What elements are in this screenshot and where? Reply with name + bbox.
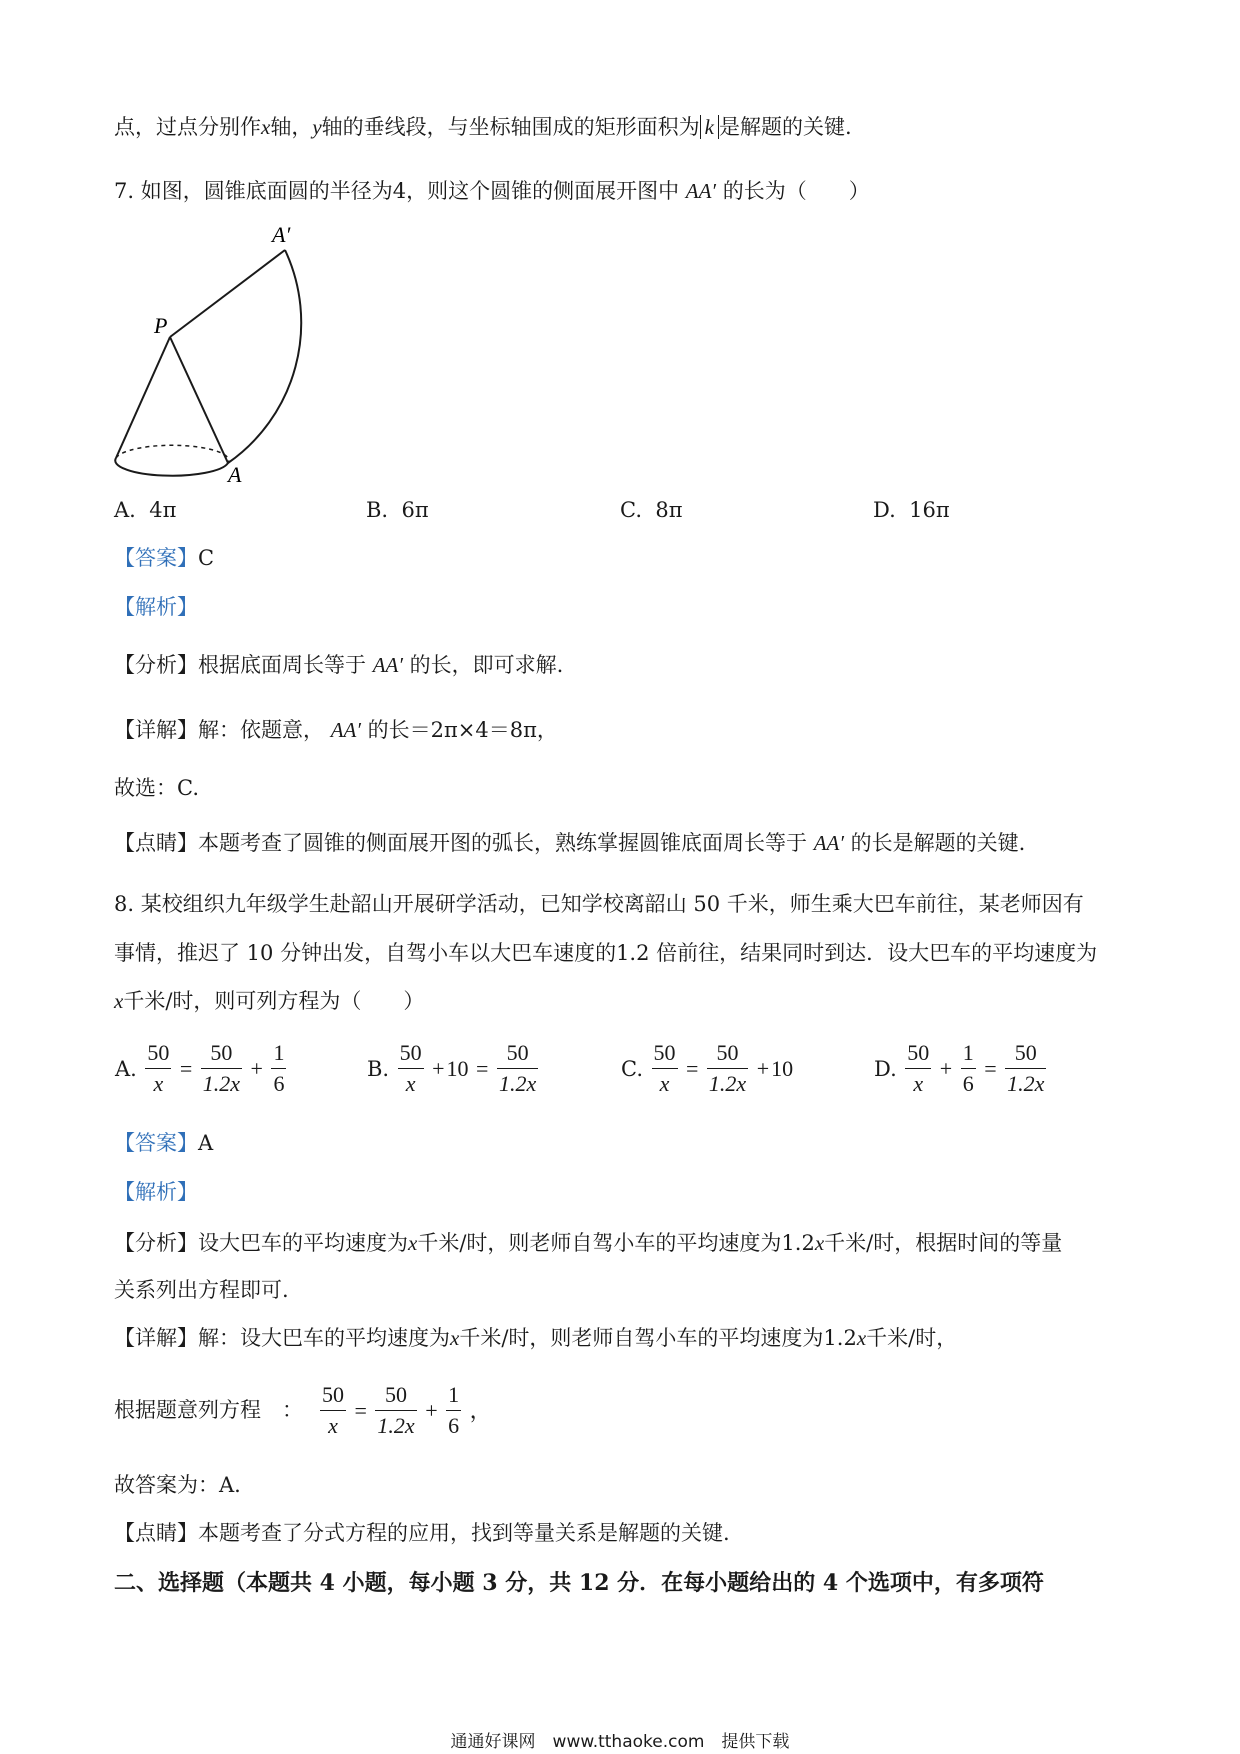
math-x: x <box>856 1326 867 1350</box>
equals-sign: = <box>179 1055 193 1081</box>
fraction <box>652 1038 678 1099</box>
q8-xiangjie <box>114 1323 957 1353</box>
text-span: 根据题意列方程 ： <box>114 1398 303 1422</box>
xiangjie-tag: 【详解】 <box>114 718 198 742</box>
equals-sign: = <box>354 1397 367 1423</box>
text-span: 7. 如图，圆锥底面圆的半径为4，则这个圆锥的侧面展开图中 <box>114 179 680 203</box>
numerator: 1 <box>961 1038 976 1069</box>
text-span: 关系列出方程即可. <box>114 1278 289 1302</box>
plus-sign: + <box>432 1055 445 1081</box>
text-span: 千米/时，则老师自驾小车的平均速度为1.2 <box>417 1231 815 1255</box>
equals-sign: = <box>476 1055 489 1081</box>
q7-dianjing <box>114 828 1025 858</box>
q7-option-c <box>620 495 683 525</box>
q7-stem <box>114 176 870 206</box>
text-span: 千米/时，根据时间的等量 <box>824 1231 1063 1255</box>
text-span: 事情，推迟了 10 分钟出发，自驾小车以大巴车速度的1.2 倍前往，结果同时到达．设大巴车的平均速度为 <box>114 941 1098 965</box>
q7-answer <box>114 543 214 573</box>
answer-value: A <box>198 1131 214 1155</box>
dianjing-tag: 【点睛】 <box>114 831 198 855</box>
equals-sign: = <box>686 1055 699 1081</box>
math-y: y <box>312 115 322 139</box>
q8-fenxi-line-2 <box>114 1275 289 1305</box>
math-x: x <box>814 1231 825 1255</box>
fraction <box>707 1038 748 1099</box>
text-span: 故选：C. <box>114 776 199 800</box>
q7-option-d <box>873 495 950 525</box>
q7-xiangjie <box>114 715 558 745</box>
math-x: x <box>450 1326 460 1350</box>
denominator: x <box>328 1413 338 1438</box>
option-value: 6π <box>401 498 429 522</box>
sector-arc <box>228 250 301 463</box>
analysis-tag: 【解析】 <box>114 1180 198 1204</box>
denominator: 1.2x <box>1007 1071 1045 1096</box>
fraction <box>375 1380 416 1441</box>
numerator: 50 <box>398 1038 424 1069</box>
q7-choice <box>114 773 199 803</box>
q8-choice <box>114 1470 241 1500</box>
denominator: 6 <box>273 1071 285 1096</box>
label-p: P <box>154 313 168 338</box>
numerator: 50 <box>145 1038 171 1069</box>
q8-stem-line-1 <box>114 889 1084 919</box>
numerator: 50 <box>320 1380 346 1411</box>
text-span: 故答案为：A. <box>114 1473 241 1497</box>
text-span: 二、选择题（本题共 4 小题，每小题 3 分，共 12 分．在每小题给出的 4 个选项中，有多项符 <box>114 1570 1044 1596</box>
q7-option-a <box>114 495 176 525</box>
math-x: x <box>408 1231 418 1255</box>
text-span: 的长是解题的关键. <box>850 831 1026 855</box>
text-span: 根据底面周长等于 <box>198 653 366 677</box>
numerator: 50 <box>497 1038 538 1069</box>
numerator: 50 <box>375 1380 416 1411</box>
answer-value: C <box>198 546 215 570</box>
text-span: 轴的垂线段，与坐标轴围成的矩形面积为 <box>321 115 700 139</box>
footer-text: 通通好课网 www.tthaoke.com 提供下载 <box>450 1732 790 1752</box>
denominator: 1.2x <box>377 1413 415 1438</box>
base-ellipse-front <box>115 458 228 476</box>
option-value: 8π <box>655 498 683 522</box>
xiangjie-tag: 【详解】 <box>114 1326 198 1350</box>
q8-equation <box>318 1380 493 1441</box>
text-span: 解：依题意， <box>198 718 324 742</box>
q8-option-a <box>114 1038 288 1099</box>
math-aa-prime: AA′ <box>372 653 403 677</box>
option-letter: C. <box>621 1056 643 1081</box>
q7-analysis-tag <box>114 592 198 622</box>
plus-sign: + <box>939 1055 953 1081</box>
numerator: 1 <box>271 1038 286 1069</box>
text-span: 设大巴车的平均速度为 <box>198 1231 408 1255</box>
text-span: 本题考查了圆锥的侧面展开图的弧长，熟练掌握圆锥底面周长等于 <box>198 831 807 855</box>
fenxi-tag: 【分析】 <box>114 653 198 677</box>
plus-sign: + <box>756 1055 770 1081</box>
denominator: 1.2x <box>202 1071 241 1096</box>
fraction <box>145 1038 171 1099</box>
slant-edge-right <box>170 337 228 463</box>
math-abs-k: k <box>700 115 719 139</box>
fraction <box>320 1380 346 1441</box>
denominator: x <box>153 1071 164 1096</box>
numerator: 50 <box>652 1038 678 1069</box>
option-letter: B. <box>366 498 389 522</box>
math-x: x <box>114 989 124 1013</box>
denominator: 1.2x <box>708 1071 747 1096</box>
option-letter: D. <box>873 498 896 522</box>
section-2-heading <box>114 1568 1044 1598</box>
constant: 10 <box>771 1055 794 1081</box>
q8-answer <box>114 1128 213 1158</box>
answer-tag: 【答案】 <box>114 546 198 570</box>
fraction <box>961 1038 976 1099</box>
denominator: 6 <box>448 1413 460 1438</box>
option-letter: A. <box>114 498 136 522</box>
fraction <box>497 1038 538 1099</box>
q8-equation-label <box>114 1395 303 1425</box>
math-aa-prime: AA′ <box>813 831 844 855</box>
numerator: 50 <box>905 1038 931 1069</box>
option-value: 4π <box>149 498 177 522</box>
text-span: 8. 某校组织九年级学生赴韶山开展研学活动，已知学校离韶山 50 千米，师生乘大巴车前往，某老师因有 <box>114 892 1084 916</box>
fraction <box>201 1038 242 1099</box>
q8-dianjing <box>114 1518 730 1548</box>
base-ellipse-back <box>116 445 229 463</box>
fraction <box>446 1380 461 1441</box>
fenxi-tag: 【分析】 <box>114 1231 198 1255</box>
plus-sign: + <box>250 1055 263 1081</box>
top-text-line <box>114 112 852 142</box>
math-aa-prime: AA′ <box>330 718 361 742</box>
q8-stem-line-2 <box>114 938 1097 968</box>
math-aa-prime: AA′ <box>685 179 717 203</box>
option-letter: C. <box>620 498 642 522</box>
q7-option-b <box>366 495 429 525</box>
slant-edge-left <box>116 337 170 458</box>
fraction <box>905 1038 931 1099</box>
numerator: 50 <box>1005 1038 1046 1069</box>
text-span: 千米/时，则可列方程为（ ） <box>123 989 425 1013</box>
numerator: 50 <box>201 1038 242 1069</box>
text-span: 的长为（ ） <box>722 179 870 203</box>
denominator: x <box>659 1071 670 1096</box>
text-span: 解：设大巴车的平均速度为 <box>198 1326 450 1350</box>
option-letter: A. <box>115 1056 137 1081</box>
text-span: 的长，即可求解. <box>409 653 564 677</box>
numerator: 1 <box>446 1380 461 1411</box>
numerator: 50 <box>707 1038 748 1069</box>
text-span: 千米/时，则老师自驾小车的平均速度为1.2 <box>459 1326 857 1350</box>
q8-option-d <box>873 1038 1048 1099</box>
q8-analysis-tag <box>114 1177 198 1207</box>
equals-sign: = <box>984 1055 997 1081</box>
q8-fenxi-line-1 <box>114 1228 1062 1258</box>
fraction <box>398 1038 424 1099</box>
denominator: x <box>913 1071 924 1096</box>
denominator: x <box>405 1071 416 1096</box>
comma: ， <box>469 1397 492 1423</box>
fraction <box>271 1038 286 1099</box>
text-span: 是解题的关键. <box>718 115 852 139</box>
q8-stem-line-3 <box>114 986 424 1016</box>
text-span: 轴， <box>270 115 313 139</box>
plus-sign: + <box>425 1397 438 1423</box>
label-a-prime: A′ <box>272 222 291 247</box>
answer-tag: 【答案】 <box>114 1131 198 1155</box>
text-span: 点，过点分别作 <box>114 115 261 139</box>
option-letter: B. <box>367 1056 390 1081</box>
label-a: A <box>228 462 242 487</box>
analysis-tag: 【解析】 <box>114 595 198 619</box>
q7-fenxi <box>114 650 563 680</box>
text-span: 本题考查了分式方程的应用，找到等量关系是解题的关键. <box>198 1521 730 1545</box>
fraction <box>1005 1038 1046 1099</box>
q8-option-b <box>366 1038 540 1099</box>
option-letter: D. <box>874 1056 897 1081</box>
dianjing-tag: 【点睛】 <box>114 1521 198 1545</box>
slant-edge-upper <box>170 250 285 337</box>
text-span: 的长＝2π×4＝8π， <box>367 718 558 742</box>
denominator: 1.2x <box>498 1071 537 1096</box>
text-span: 千米/时， <box>866 1326 958 1350</box>
denominator: 6 <box>962 1071 974 1096</box>
cone-figure <box>100 220 330 490</box>
q8-option-c <box>620 1038 794 1099</box>
option-value: 16π <box>909 498 950 522</box>
constant: 10 <box>446 1055 469 1081</box>
math-x: x <box>261 115 271 139</box>
